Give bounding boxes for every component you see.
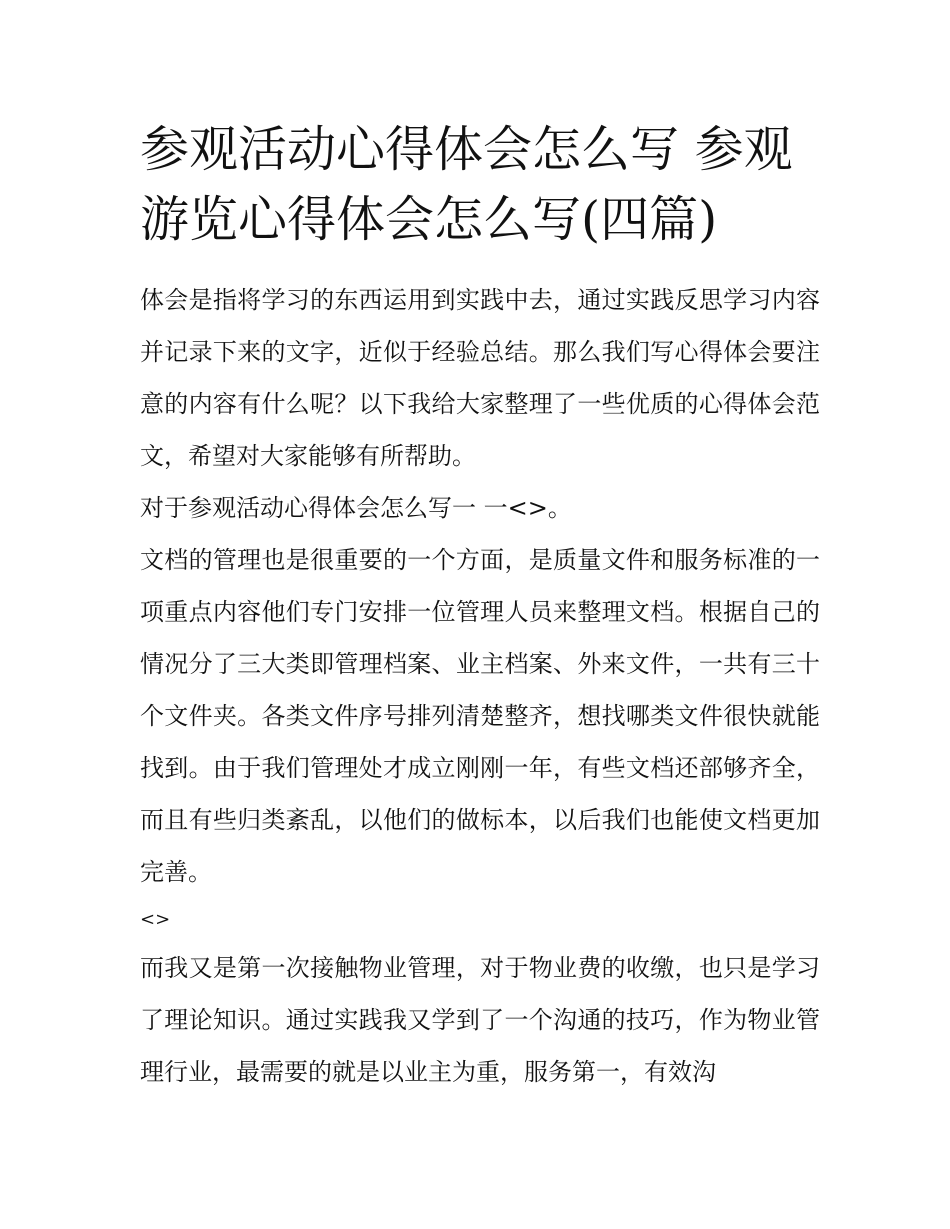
document-management-paragraph: 文档的管理也是很重要的一个方面，是质量文件和服务标准的一项重点内容他们专门安排一位管理人员来整理文档。根据自己的情况分了三大类即管理档案、业主档案、外来文件，一共有三十个文件夹。各类文件序号排列清楚整齐，想找哪类文件很快就能找到。由于我们管理处才成立刚刚一年，有些文档还部够齐全，而且有些归类紊乱，以他们的做标本，以后我们也能使文档更加完善。	[140, 546, 820, 886]
property-management-paragraph: 而我又是第一次接触物业管理，对于物业费的收缴，也只是学习了理论知识。通过实践我又学到了一个沟通的技巧，作为物业管理行业，最需要的就是以业主为重，服务第一，有效沟	[140, 954, 820, 1086]
document-body	[140, 274, 820, 1098]
document-title: 参观活动心得体会怎么写 参观游览心得体会怎么写(四篇)	[140, 121, 793, 248]
separator-mark: <>	[140, 909, 171, 930]
section-heading-paragraph: 对于参观活动心得体会怎么写一 一<>。	[140, 494, 572, 522]
intro-paragraph: 体会是指将学习的东西运用到实践中去，通过实践反思学习内容并记录下来的文字，近似于经验总结。那么我们写心得体会要注意的内容有什么呢？以下我给大家整理了一些优质的心得体会范文，希望对大家能够有所帮助。	[140, 286, 820, 470]
